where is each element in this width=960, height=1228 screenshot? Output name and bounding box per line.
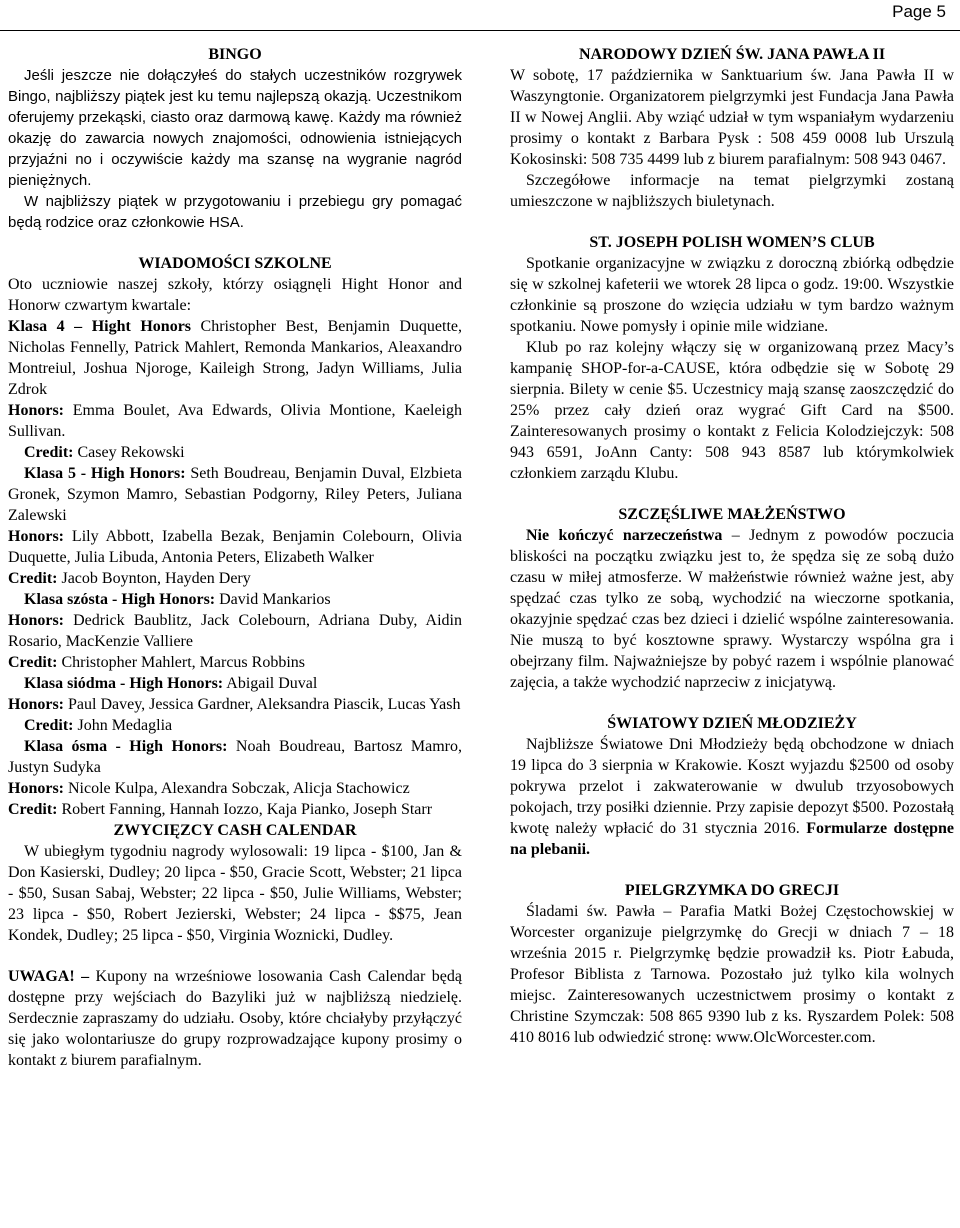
text-span: Paul Davey, Jessica Gardner, Aleksandra Piascik, Lucas Yash [64, 696, 461, 713]
header-rule [0, 30, 960, 31]
grade-7-high-honors [8, 673, 462, 694]
bold-label: UWAGA! – [8, 968, 90, 985]
bold-label: Credit: [8, 801, 58, 818]
bold-label: Credit: [8, 570, 58, 587]
text-span: Christopher Best, Benjamin Duquette, Nicholas Fennelly, Patrick Mahlert, Remonda Mankarios, Aleaxandro Montreiul, Joshua Njoroge, Kaileigh Strong, Jadyn Williams, Julia Zdrok [8, 318, 462, 398]
greece-pilgrimage-section [510, 880, 954, 1048]
bingo-paragraph-2: W najbliższy piątek w przygotowaniu i przebiegu gry pomagać będą rodzice oraz członkowie HSA. [8, 193, 462, 231]
grade-5-honors [8, 526, 462, 568]
bold-label: Honors: [8, 696, 64, 713]
text-span: Kupony na wrześniowe losowania Cash Calendar będą dostępne przy wejściach do Bazyliki już w najbliższą niedzielę. Serdecznie zapraszamy do udziału. Osoby, które chciałyby przyłączyć się jako wolontariusze do grupy rozprowadzające kupony prosimy o kontakt z biurem parafialnym. [8, 968, 462, 1069]
cash-calendar-title: ZWYCIĘZCY CASH CALENDAR [113, 822, 357, 839]
bold-label: Honors: [8, 612, 64, 629]
text-span: Lily Abbott, Izabella Bezak, Benjamin Colebourn, Olivia Duquette, Julia Libuda, Antonia Peters, Elizabeth Walker [8, 528, 462, 566]
grade-8-credit [8, 799, 462, 820]
bold-label: Klasa 4 – Hight Honors [8, 318, 192, 335]
happy-marriage-section [510, 504, 954, 693]
bingo-title: BINGO [208, 46, 262, 63]
jp2-day-paragraph-1: W sobotę, 17 października w Sanktuarium św. Jana Pawła II w Waszyngtonie. Organizatorem pielgrzymki jest Fundacja Jana Pawła II w Nowej Anglii. Aby wziąć udział w tym wspaniałym wydarzeniu prosimy o kontakt z Barbara Pysk : 508 459 0008 lub Urszulą Kokosinski: 508 735 4499 lub z biurem parafialnym: 508 943 0467. [510, 67, 954, 168]
bold-label: Credit: [24, 444, 74, 461]
text-span: Seth Boudreau, Benjamin Duval, Elzbieta Gronek, Szymon Mamro, Sebastian Podgorny, Riley Peters, Juliana Zalewski [8, 465, 463, 524]
text-span: Emma Boulet, Ava Edwards, Olivia Montione, Kaeleigh Sullivan. [8, 402, 462, 440]
text-span: Najbliższe Światowe Dni Młodzieży będą obchodzone w dniach 19 lipca do 3 sierpnia w Krakowie. Koszt wyjazdu $2500 od osoby pokrywa przelot i zakwaterowanie w dwulub trzyosobowych pokojach, trzy posiłki dziennie. Przy zapisie depozyt $500. Pozostałą kwotę należy wpłacić do 31 stycznia 2016. [510, 736, 954, 837]
jp2-day-title: NARODOWY DZIEŃ ŚW. JANA PAWŁA II [578, 46, 886, 63]
text-span: David Mankarios [215, 591, 331, 608]
grade-7-credit [8, 715, 462, 736]
page-number: Page 5 [892, 2, 946, 21]
right-column [510, 44, 954, 1048]
bold-label: Klasa szósta - High Honors: [24, 591, 216, 608]
bold-label: Honors: [8, 402, 64, 419]
bold-label: Nie kończyć narzeczeństwa [526, 527, 723, 544]
bold-label: Credit: [24, 717, 74, 734]
happy-marriage-paragraph [510, 525, 954, 693]
cash-calendar-winners: W ubiegłym tygodniu nagrody wylosowali: 19 lipca - $100, Jan & Don Kasierski, Dudley; 20 lipca - $50, Gracie Scott, Webster; 21 lipca - $50, Susan Sabaj, Webster; 22 lipca - $50, Julie Williams, Webster; 23 lipca - $50, Robert Jezierski, Webster; 24 lipca - $$75, Jean Kondek, Dudley; 25 lipca - $50, Virginia Woznicki, Dudley. [8, 843, 462, 944]
grade-4-honors [8, 400, 462, 442]
text-span: Jacob Boynton, Hayden Dery [57, 570, 251, 587]
grade-4-credit [8, 442, 462, 463]
bold-label: Klasa siódma - High Honors: [24, 675, 224, 692]
bold-label: Credit: [8, 654, 58, 671]
text-span: Robert Fanning, Hannah Iozzo, Kaja Pianko, Joseph Starr [57, 801, 433, 818]
grade-5-credit [8, 568, 462, 589]
school-news-title: WIADOMOŚCI SZKOLNE [138, 255, 332, 272]
school-news-intro: Oto uczniowie naszej szkoły, którzy osiągnęli Hight Honor and Honorw czwartym kwartale: [8, 276, 462, 314]
text-span: John Medaglia [73, 717, 173, 734]
grade-7-honors [8, 694, 462, 715]
bold-label: Honors: [8, 528, 64, 545]
happy-marriage-title: SZCZĘŚLIWE MAŁŻEŃSTWO [618, 506, 846, 523]
jp2-day-section [510, 44, 954, 212]
world-youth-day-section [510, 713, 954, 860]
womens-club-paragraph-1: Spotkanie organizacyjne w związku z doroczną zbiórką odbędzie się w szkolnej kafeterii we wtorek 28 lipca o godz. 19:00. Wszystkie członkinie są proszone do wzięcia udziału w tym bardzo ważnym spotkaniu. Nowe pomysły i opinie mile widziane. [510, 255, 954, 335]
text-span: Nicole Kulpa, Alexandra Sobczak, Alicja Stachowicz [64, 780, 410, 797]
grade-5-high-honors [8, 463, 462, 526]
uwaga-paragraph [8, 966, 462, 1071]
uwaga-section [8, 966, 462, 1071]
text-span: Casey Rekowski [73, 444, 185, 461]
grade-4-high-honors [8, 316, 462, 400]
greece-pilgrimage-paragraph: Śladami św. Pawła – Parafia Matki Bożej Częstochowskiej w Worcester organizuje pielgrzymkę do Grecji w dniach 7 – 18 września 2015 r. Pielgrzymkę będzie prowadził ks. Piotr Łabuda, Profesor Biblista z Tarnowa. Pozostało już tylko kila wolnych miejsc. Zainteresowanych uczestnictwem prosimy o kontakt z Christine Szymczak: 508 865 9390 lub z ks. Ryszardem Polek: 508 410 8016 lub odwiedzić stronę: www.OlcWorcester.com. [510, 903, 954, 1046]
cash-calendar-section [8, 820, 462, 946]
bold-label: Klasa ósma - High Honors: [24, 738, 228, 755]
grade-6-credit [8, 652, 462, 673]
text-span: Dedrick Baublitz, Jack Colebourn, Adriana Duby, Aidin Rosario, MacKenzie Valliere [8, 612, 462, 650]
text-span: Abigail Duval [223, 675, 318, 692]
grade-6-high-honors [8, 589, 462, 610]
text-span: – Jednym z powodów poczucia bliskości na początku związku jest to, że spędza się ze sobą dużo czasu w miłej atmosferze. W małżeństwie również ważne jest, aby spędzać czas tylko ze sobą, wychodzić na wieczorne spotkania, okazyjnie spędzać czas bez dzieci i dzielić wspólne zainteresowania. Nie muszą to być kosztowne sprawy. Wystarczy wspólna gra i obejrzany film. Najważniejsze by pobyć razem i wspólnie planować zajęcia, a także wychodzić naprzeciw z inicjatywą. [510, 527, 954, 691]
world-youth-day-title: ŚWIATOWY DZIEŃ MŁODZIEŻY [607, 715, 857, 732]
grade-6-honors [8, 610, 462, 652]
bold-label: Formularze dostępne na plebanii. [510, 820, 954, 858]
text-span: Christopher Mahlert, Marcus Robbins [57, 654, 305, 671]
bingo-paragraph-1: Jeśli jeszcze nie dołączyłeś do stałych uczestników rozgrywek Bingo, najbliższy piątek jest ku temu najlepszą okazją. Uczestnikom oferujemy przekąski, ciasto oraz darmową kawę. Każdy ma również okazję do zawarcia nowych znajomości, odnowienia istniejących przyjaźni no i oczywiście każdy ma szansę na wygranie nagród pieniężnych. [8, 67, 462, 189]
world-youth-day-paragraph [510, 734, 954, 860]
womens-club-title: ST. JOSEPH POLISH WOMEN’S CLUB [589, 234, 875, 251]
greece-pilgrimage-title: PIELGRZYMKA DO GRECJI [624, 882, 840, 899]
bold-label: Honors: [8, 780, 64, 797]
grade-8-honors [8, 778, 462, 799]
text-span: Noah Boudreau, Bartosz Mamro, Justyn Sudyka [8, 738, 462, 776]
womens-club-paragraph-2: Klub po raz kolejny włączy się w organizowaną przez Macy’s kampanię SHOP-for-a-CAUSE, która odbędzie się w Sobotę 29 sierpnia. Bilety w cenie $5. Uczestnicy mają szansę zaoszczędzić do 25% przez cały dzień oraz wygrać Gift Card na $500. Zainteresowanych prosimy o kontakt z Felicia Kolodziejczyk: 508 943 6591, JoAnn Canty: 508 943 8587 lub którymkolwiek członkiem zarządu Klubu. [510, 339, 954, 482]
jp2-day-paragraph-2: Szczegółowe informacje na temat pielgrzymki zostaną umieszczone w najbliższych biuletynach. [510, 172, 954, 210]
left-column [8, 44, 462, 1071]
womens-club-section [510, 232, 954, 484]
bold-label: Klasa 5 - High Honors: [24, 465, 186, 482]
school-news-section [8, 253, 462, 820]
bingo-section [8, 44, 462, 233]
grade-8-high-honors [8, 736, 462, 778]
